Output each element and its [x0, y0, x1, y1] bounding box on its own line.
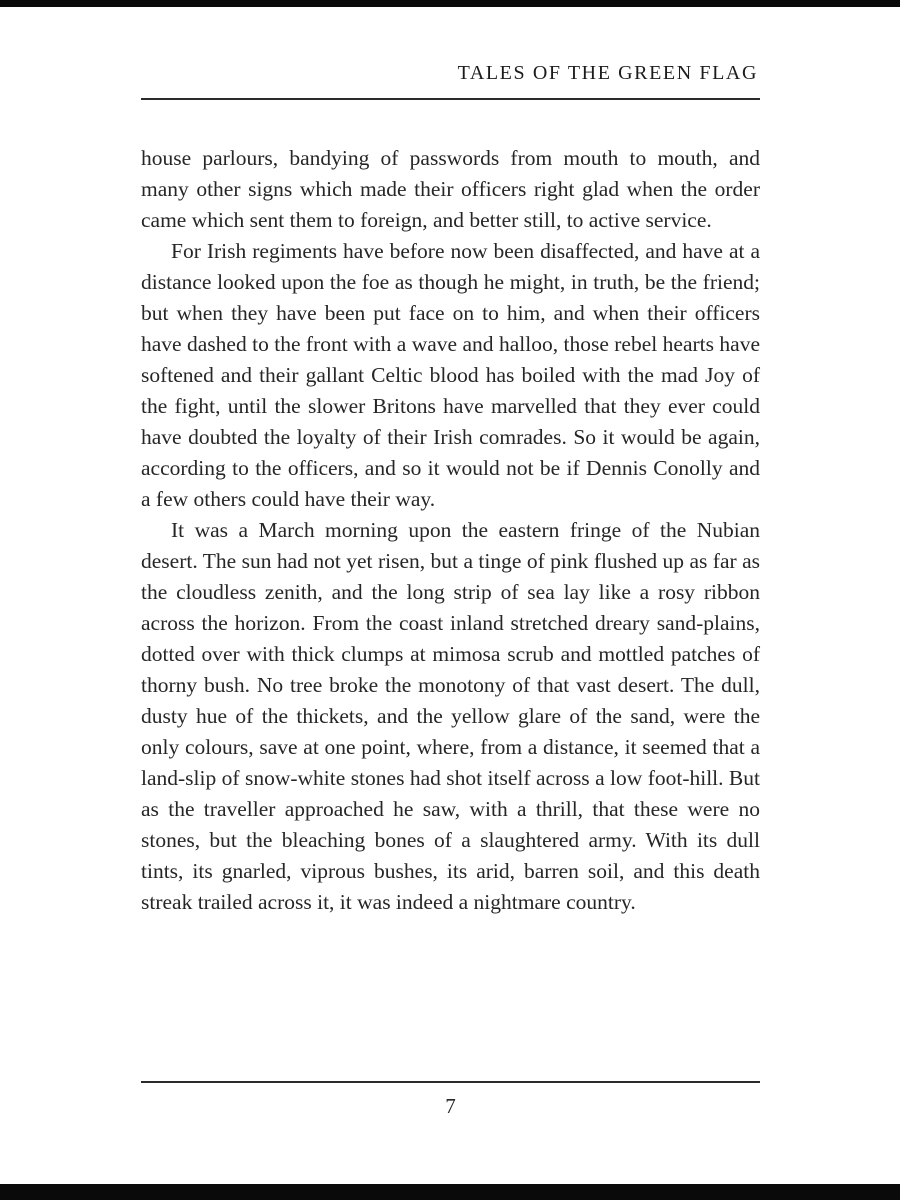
book-page — [141, 0, 760, 918]
page-number: 7 — [445, 1094, 456, 1118]
page-footer — [141, 1081, 760, 1119]
footer-rule — [141, 1081, 760, 1083]
page-body — [141, 143, 760, 918]
paragraph: For Irish regiments have before now been disaffected, and have at a distance looked upon the foe as though he might, in truth, be the friend; but when they have been put face on to him, and when their officers have dashed to the front with a wave and halloo, those rebel hearts have softened and their gallant Celtic blood has boiled with the mad Joy of the fight, until the slower Britons have marvelled that they ever could have doubted the loyalty of their Irish comrades. So it would be again, according to the officers, and so it would not be if Dennis Conolly and a few others could have their way. — [141, 239, 760, 511]
scan-edge-bottom — [0, 1184, 900, 1200]
paragraph: It was a March morning upon the eastern fringe of the Nubian desert. The sun had not yet risen, but a tinge of pink flushed up as far as the cloudless zenith, and the long strip of sea lay like a rosy ribbon across the horizon. From the coast inland stretched dreary sand-plains, dotted over with thick clumps at mimosa scrub and mottled patches of thorny bush. No tree broke the monotony of that vast desert. The dull, dusty hue of the thickets, and the yellow glare of the sand, were the only colours, save at one point, where, from a distance, it seemed that a land-slip of snow-white stones had shot itself across a low foot-hill. But as the traveller approached he saw, with a thrill, that these were no stones, but the bleaching bones of a slaughtered army. With its dull tints, its gnarled, viprous bushes, its arid, barren soil, and this death streak trailed across it, it was indeed a nightmare country. — [141, 518, 760, 914]
header-rule — [141, 98, 760, 100]
running-header-title: TALES OF THE GREEN FLAG — [457, 62, 758, 84]
paragraph: house parlours, bandying of passwords from mouth to mouth, and many other signs which made their officers right glad when the order came which sent them to foreign, and better still, to active service. — [141, 146, 760, 232]
